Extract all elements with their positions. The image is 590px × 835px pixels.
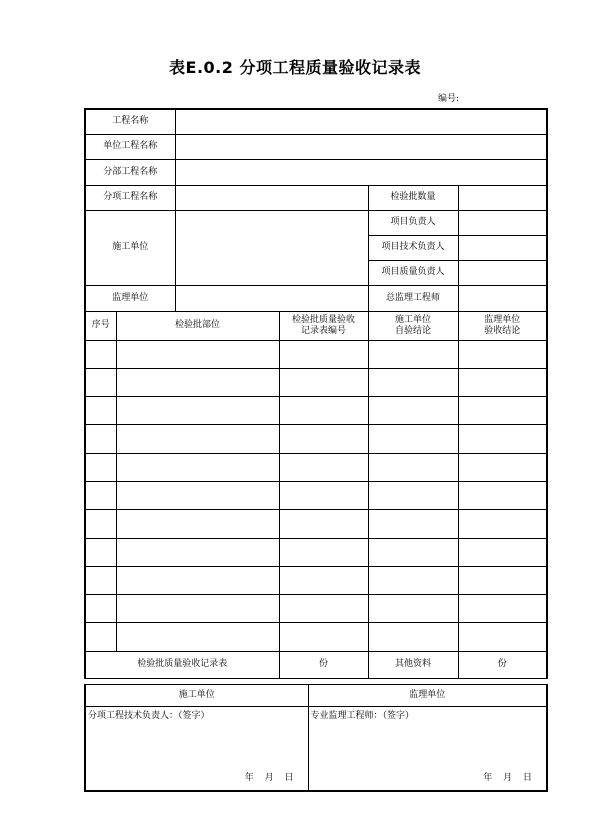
row-seq-cell[interactable] (85, 481, 116, 509)
row-self-check-cell[interactable] (368, 481, 458, 509)
column-header-supervision (458, 311, 547, 340)
row-supervision-cell[interactable] (458, 481, 547, 509)
row-lot-location-cell[interactable] (116, 538, 279, 566)
project-name-label: 工程名称 (85, 109, 175, 134)
supervisor-signature-date: 年 月 日 (483, 773, 532, 783)
other-docs-label: 其他资料 (368, 651, 458, 678)
row-supervision-cell[interactable] (458, 595, 547, 623)
row-record-no-cell[interactable] (279, 623, 368, 651)
row-record-no-cell[interactable] (279, 368, 368, 396)
table-row (85, 368, 547, 396)
acceptance-form-table (84, 108, 548, 679)
table-row (85, 397, 547, 425)
row-record-no-cell[interactable] (279, 595, 368, 623)
table-row (85, 623, 547, 651)
table-row (85, 425, 547, 453)
column-header-record-no-line2: 记录表编号 (301, 325, 347, 336)
row-self-check-cell[interactable] (368, 566, 458, 594)
supervision-unit-field[interactable] (175, 285, 368, 311)
project-name-field[interactable] (175, 109, 547, 134)
subitem-project-name-field[interactable] (175, 185, 368, 210)
row-self-check-cell[interactable] (368, 595, 458, 623)
row-supervision-cell[interactable] (458, 510, 547, 538)
row-lot-location-cell[interactable] (116, 595, 279, 623)
row-lot-location-cell[interactable] (116, 397, 279, 425)
column-header-self-check-line1: 施工单位 (395, 314, 432, 325)
column-header-record-no-line1: 检验批质量验收 (292, 314, 356, 325)
document-number-label: 编号: (438, 94, 460, 104)
signoff-supervision-unit-label: 监理单位 (308, 685, 547, 707)
quality-manager-field[interactable] (458, 260, 547, 285)
row-self-check-cell[interactable] (368, 397, 458, 425)
row-self-check-cell[interactable] (368, 510, 458, 538)
column-header-supervision-line2: 验收结论 (484, 325, 521, 336)
table-row (85, 566, 547, 594)
table-row (85, 453, 547, 481)
division-project-name-label: 分部工程名称 (85, 159, 175, 185)
lot-records-label: 检验批质量验收记录表 (85, 651, 279, 678)
row-record-no-cell[interactable] (279, 481, 368, 509)
row-record-no-cell[interactable] (279, 538, 368, 566)
row-supervision-cell[interactable] (458, 368, 547, 396)
signoff-table (84, 684, 548, 792)
row-self-check-cell[interactable] (368, 425, 458, 453)
column-header-self-check-line2: 自验结论 (395, 325, 432, 336)
division-project-name-field[interactable] (175, 159, 547, 185)
construction-unit-label: 施工单位 (85, 210, 175, 285)
quality-manager-label: 项目质量负责人 (368, 260, 458, 285)
row-supervision-cell[interactable] (458, 425, 547, 453)
row-seq-cell[interactable] (85, 397, 116, 425)
row-supervision-cell[interactable] (458, 340, 547, 368)
row-supervision-cell[interactable] (458, 453, 547, 481)
row-supervision-cell[interactable] (458, 623, 547, 651)
construction-unit-field[interactable] (175, 210, 368, 285)
row-self-check-cell[interactable] (368, 538, 458, 566)
row-lot-location-cell[interactable] (116, 368, 279, 396)
row-seq-cell[interactable] (85, 368, 116, 396)
row-lot-location-cell[interactable] (116, 510, 279, 538)
column-header-lot-location: 检验批部位 (116, 311, 279, 340)
column-header-self-check (368, 311, 458, 340)
row-seq-cell[interactable] (85, 538, 116, 566)
column-header-seq: 序号 (85, 311, 116, 340)
supervisor-signature-label: 专业监理工程师：（签字） (310, 711, 415, 721)
row-supervision-cell[interactable] (458, 397, 547, 425)
row-lot-location-cell[interactable] (116, 566, 279, 594)
row-seq-cell[interactable] (85, 595, 116, 623)
project-manager-label: 项目负责人 (368, 210, 458, 235)
inspection-lot-rows (85, 340, 547, 651)
subitem-project-name-label: 分项工程名称 (85, 185, 175, 210)
row-lot-location-cell[interactable] (116, 453, 279, 481)
row-record-no-cell[interactable] (279, 397, 368, 425)
column-header-supervision-line1: 监理单位 (484, 314, 521, 325)
row-record-no-cell[interactable] (279, 340, 368, 368)
tech-lead-signature-cell[interactable] (85, 707, 308, 792)
row-lot-location-cell[interactable] (116, 340, 279, 368)
supervision-unit-label: 监理单位 (85, 285, 175, 311)
column-header-record-no (279, 311, 368, 340)
row-self-check-cell[interactable] (368, 623, 458, 651)
row-supervision-cell[interactable] (458, 566, 547, 594)
table-row (85, 340, 547, 368)
table-row (85, 595, 547, 623)
row-self-check-cell[interactable] (368, 453, 458, 481)
row-record-no-cell[interactable] (279, 425, 368, 453)
signoff-construction-unit-label: 施工单位 (85, 685, 308, 707)
unit-project-name-field[interactable] (175, 134, 547, 159)
technical-manager-label: 项目技术负责人 (368, 235, 458, 260)
row-seq-cell[interactable] (85, 623, 116, 651)
unit-project-name-label: 单位工程名称 (85, 134, 175, 159)
row-record-no-cell[interactable] (279, 510, 368, 538)
technical-manager-field[interactable] (458, 235, 547, 260)
row-record-no-cell[interactable] (279, 453, 368, 481)
row-seq-cell[interactable] (85, 425, 116, 453)
row-seq-cell[interactable] (85, 566, 116, 594)
supervisor-signature-cell[interactable] (308, 707, 547, 792)
lot-records-copies-unit: 份 (279, 651, 368, 678)
row-self-check-cell[interactable] (368, 368, 458, 396)
row-seq-cell[interactable] (85, 510, 116, 538)
row-seq-cell[interactable] (85, 453, 116, 481)
inspection-lot-qty-field[interactable] (458, 185, 547, 210)
table-row (85, 510, 547, 538)
row-lot-location-cell[interactable] (116, 425, 279, 453)
row-self-check-cell[interactable] (368, 340, 458, 368)
project-manager-field[interactable] (458, 210, 547, 235)
row-supervision-cell[interactable] (458, 538, 547, 566)
chief-supervisor-field[interactable] (458, 285, 547, 311)
chief-supervisor-label: 总监理工程师 (368, 285, 458, 311)
tech-lead-signature-date: 年 月 日 (244, 773, 294, 783)
table-row (85, 481, 547, 509)
other-docs-copies-unit: 份 (458, 651, 547, 678)
row-lot-location-cell[interactable] (116, 481, 279, 509)
tech-lead-signature-label: 分项工程技术负责人：（签字） (88, 711, 210, 721)
inspection-lot-qty-label: 检验批数量 (368, 185, 458, 210)
form-title: 表E.0.2 分项工程质量验收记录表 (169, 58, 421, 77)
row-seq-cell[interactable] (85, 340, 116, 368)
row-record-no-cell[interactable] (279, 566, 368, 594)
table-row (85, 538, 547, 566)
row-lot-location-cell[interactable] (116, 623, 279, 651)
